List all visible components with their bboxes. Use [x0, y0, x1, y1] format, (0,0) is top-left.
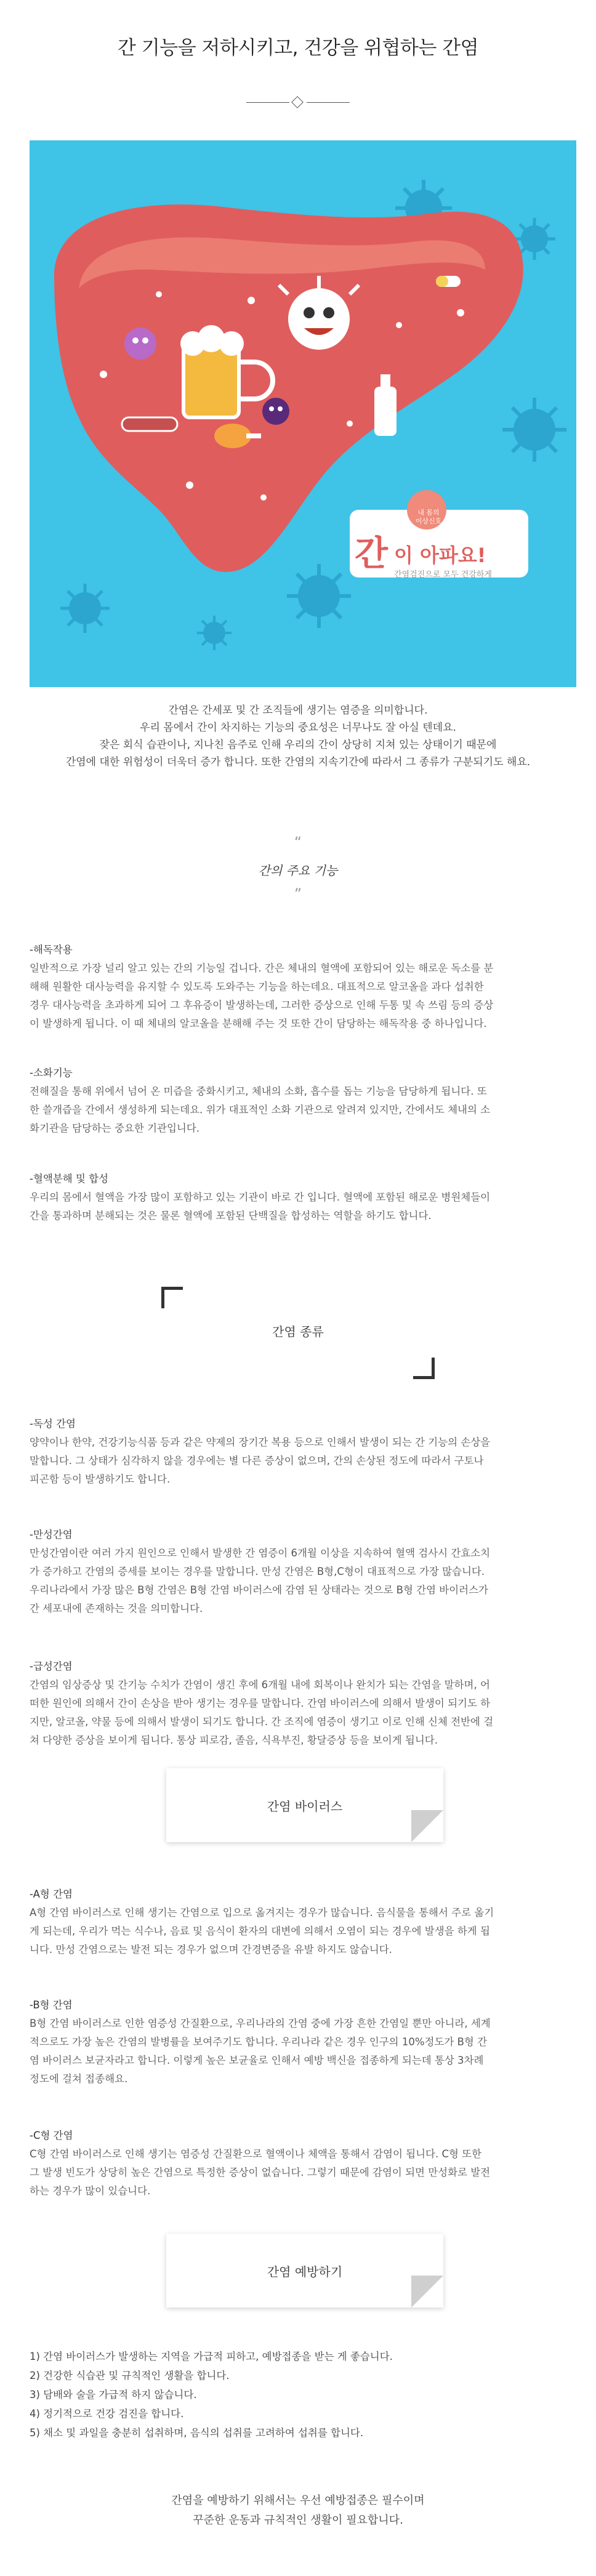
virus-heading: 간염 바이러스 [267, 1799, 343, 1814]
paragraph-line: 우리나라에서 가장 많은 B형 간염은 B형 간염 바이러스에 감염 된 상태라는 것으로 B형 간염 바이러스가 [30, 1584, 488, 1596]
function-blood [30, 1170, 566, 1225]
paragraph-line: 그 발생 빈도가 상당히 높은 간염으로 특정한 증상이 없습니다. 그렇기 때문에 감염이 되면 만성화로 발전 [30, 2167, 491, 2178]
section-head: -소화기능 [30, 1067, 73, 1079]
intro-line: 간염에 대한 위험성이 더욱더 증가 합니다. 또한 간염의 지속기간에 따라서 그 종류가 구분되기도 해요. [65, 756, 531, 768]
badge-small-text: 내 몸의 이상신호 [415, 509, 442, 525]
paragraph-line: 간 세포내에 존재하는 것을 의미합니다. [30, 1603, 203, 1614]
section-head: -A형 간염 [30, 1888, 73, 1900]
section-head: -급성간염 [30, 1660, 73, 1672]
liver-illustration [30, 140, 576, 687]
closing-block [0, 2491, 596, 2530]
prevention-heading: 간염 예방하기 [267, 2264, 343, 2279]
hero-illustration [30, 140, 576, 687]
paragraph-line: 정도에 걸쳐 접종해요. [30, 2073, 128, 2085]
paragraph-line: 쳐 다양한 증상을 보이게 됩니다. 통상 피로감, 졸음, 식욕부진, 황달증상 등을 보이게 됩니다. [30, 1734, 438, 1746]
closing-line: 꾸준한 운동과 규칙적인 생활이 필요합니다. [193, 2514, 403, 2527]
virus-icon [197, 616, 232, 650]
section-head: -독성 간염 [30, 1418, 76, 1430]
paragraph-line: 떠한 원인에 의해서 간이 손상을 받아 생기는 경우를 말합니다. 간염 바이러스에 의해서 발생이 되기도 하 [30, 1697, 491, 1709]
title-divider [246, 102, 350, 103]
germ-icon [124, 328, 156, 360]
paragraph-line: 간을 통과하며 분해되는 것은 물론 혈액에 포함된 단백질을 합성하는 역할을 하기도 합니다. [30, 1210, 432, 1222]
function-detox [30, 941, 566, 1033]
closing-line: 간염을 예방하기 위해서는 우선 예방접종은 필수이며 [171, 2494, 425, 2507]
intro-line: 잦은 회식 습관이나, 지나친 음주로 인해 우리의 간이 상당히 지쳐 있는 상태이기 때문에 [99, 739, 497, 751]
paragraph-line: 염 바이러스 보균자라고 합니다. 이렇게 높은 보균율로 인해서 예방 백신을 접종하게 되는데 통상 3차례 [30, 2055, 484, 2066]
virus-icon [60, 584, 110, 633]
virus-c [30, 2127, 566, 2200]
list-item: 1) 간염 바이러스가 발생하는 지역을 가급적 피하고, 예방접종을 받는 게 좋습니다. [30, 2351, 393, 2362]
paragraph-line: 이 발생하게 됩니다. 이 때 체내의 알코올을 분해해 주는 것 또한 간이 담당하는 해독작용 중 하나입니다. [30, 1018, 487, 1029]
paragraph-line: 우리의 몸에서 혈액을 가장 많이 포함하고 있는 기관이 바로 간 입니다. 혈액에 포함된 해로운 병원체들이 [30, 1191, 491, 1203]
types-heading-box [161, 1287, 435, 1379]
paragraph-line: 한 쓸개즙을 간에서 생성하게 되는데요. 위가 대표적인 소화 기관으로 알려져 있지만, 간에서도 체내의 소 [30, 1104, 491, 1116]
badge-main-first: 간 [355, 534, 389, 574]
paragraph-line: 피곤함 등이 발생하기도 합니다. [30, 1473, 171, 1485]
page-fold-icon [411, 1810, 443, 1842]
page-title: 간 기능을 저하시키고, 건강을 위협하는 간염 [117, 37, 479, 59]
sausage-icon [122, 417, 177, 431]
functions-heading: 간의 주요 기능 [258, 863, 338, 878]
paragraph-line: 니다. 만성 간염으로는 발전 되는 경우가 없으며 간경변증을 유발 하지도 않습니다. [30, 1944, 392, 1955]
prevention-list [30, 2347, 566, 2442]
paragraph-line: 게 되는데, 우리가 먹는 식수나, 음료 및 음식이 환자의 대변에 의해서 오염이 되는 경우에 발생을 하게 됩 [30, 1925, 490, 1937]
germ-icon [262, 398, 289, 425]
badge-subtitle: 간염검진으로 모두 건강하게 [394, 570, 492, 579]
pill-icon [436, 276, 461, 287]
badge-main-rest: 이 아파요! [394, 544, 486, 567]
section-head: -만성간염 [30, 1529, 73, 1540]
paragraph-line: 일반적으로 가장 널리 알고 있는 간의 기능일 겁니다. 간은 체내의 혈액에 포함되어 있는 해로운 독소를 분 [30, 962, 494, 974]
section-head: -B형 간염 [30, 1999, 73, 2011]
paragraph-line: 적으로도 가장 높은 간염의 발병률을 보여주기도 합니다. 우리나라 같은 경우 인구의 10%정도가 B형 간 [30, 2036, 488, 2048]
paragraph-line: 만성간염이란 여러 가지 원인으로 인해서 발생한 간 염증이 6개월 이상을 지속하여 혈액 검사시 간효소치 [30, 1547, 491, 1559]
virus-a [30, 1885, 566, 1959]
paragraph-line: 경우 대사능력을 초과하게 되어 그 후유증이 발생하는데, 그러한 증상으로 인해 두통 및 속 쓰림 등의 증상 [30, 999, 494, 1011]
types-heading: 간염 종류 [272, 1324, 324, 1339]
paragraph-line: 지만, 알코올, 약물 등에 의해서 발생이 되기도 합니다. 간 조직에 염증이 생기고 이로 인해 신체 전반에 걸 [30, 1716, 494, 1728]
list-item: 3) 담배와 술을 가급적 하지 않습니다. [30, 2389, 197, 2401]
function-digestion [30, 1064, 566, 1138]
paragraph-line: 말합니다. 그 상태가 심각하지 않을 경우에는 별 다른 증상이 없으며, 간의 손상된 정도에 따라서 구토나 [30, 1455, 484, 1467]
type-chronic [30, 1526, 566, 1618]
intro-line: 간염은 간세포 및 간 조직들에 생기는 염증을 의미합니다. [168, 704, 428, 717]
paragraph-line: 간염의 임상증상 및 간기능 수치가 간염이 생긴 후에 6개월 내에 회복이나 완치가 되는 간염을 말하며, 어 [30, 1679, 490, 1691]
paragraph-line: B형 간염 바이러스로 인한 염증성 간질환으로, 우리나라의 간염 중에 가장 흔한 간염일 뿐만 아니라, 세계 [30, 2018, 491, 2029]
paragraph-line: 전해질을 통해 위에서 넘어 온 미즙을 중화시키고, 체내의 소화, 흡수를 돕는 기능을 담당하게 됩니다. 또 [30, 1085, 487, 1097]
virus-heading-card [166, 1768, 443, 1842]
list-item: 5) 채소 및 과일을 충분히 섭취하며, 음식의 섭취를 고려하여 섭취를 합니다. [30, 2427, 364, 2439]
quote-open-icon: “ [294, 834, 302, 851]
paragraph-line: A형 간염 바이러스로 인해 생기는 간염으로 입으로 옮겨지는 경우가 많습니다. 음식물을 통해서 주로 옮기 [30, 1907, 494, 1918]
diamond-icon [291, 96, 304, 108]
prevention-heading-card [166, 2234, 443, 2308]
paragraph-line: 화기관을 담당하는 중요한 기관입니다. [30, 1122, 200, 1134]
page-fold-icon [411, 2276, 443, 2308]
list-item: 2) 건강한 식습관 및 규칙적인 생활을 합니다. [30, 2370, 230, 2381]
type-toxic [30, 1415, 566, 1489]
quote-close-icon: ” [294, 885, 302, 903]
type-acute [30, 1657, 566, 1750]
intro-block [0, 702, 596, 771]
paragraph-line: C형 간염 바이러스로 인해 생기는 염증성 간질환으로 혈액이나 체액을 통해서 감염이 됩니다. C형 또한 [30, 2148, 482, 2160]
paragraph-line: 하는 경우가 많이 있습니다. [30, 2185, 151, 2197]
paragraph-line: 해해 원활한 대사능력을 유지할 수 있도록 도와주는 기능을 하는데요. 대표적으로 알코올을 과다 섭취한 [30, 981, 484, 992]
paragraph-line: 양약이나 한약, 건강기능식품 등과 같은 약제의 장기간 복용 등으로 인해서 발생이 되는 간 기능의 손상을 [30, 1436, 491, 1448]
section-head: -혈액분해 및 합성 [30, 1173, 109, 1185]
section-head: -해독작용 [30, 944, 73, 956]
intro-line: 우리 몸에서 간이 차지하는 기능의 중요성은 너무나도 잘 아실 텐데요. [140, 722, 456, 734]
list-item: 4) 정기적으로 건강 검진을 합니다. [30, 2408, 184, 2420]
section-head: -C형 간염 [30, 2130, 73, 2141]
virus-b [30, 1996, 566, 2088]
paragraph-line: 가 증가하고 간염의 증세를 보이는 경우를 말합니다. 만성 간염은 B형,C형이 대표적으로 가장 많습니다. [30, 1566, 485, 1577]
